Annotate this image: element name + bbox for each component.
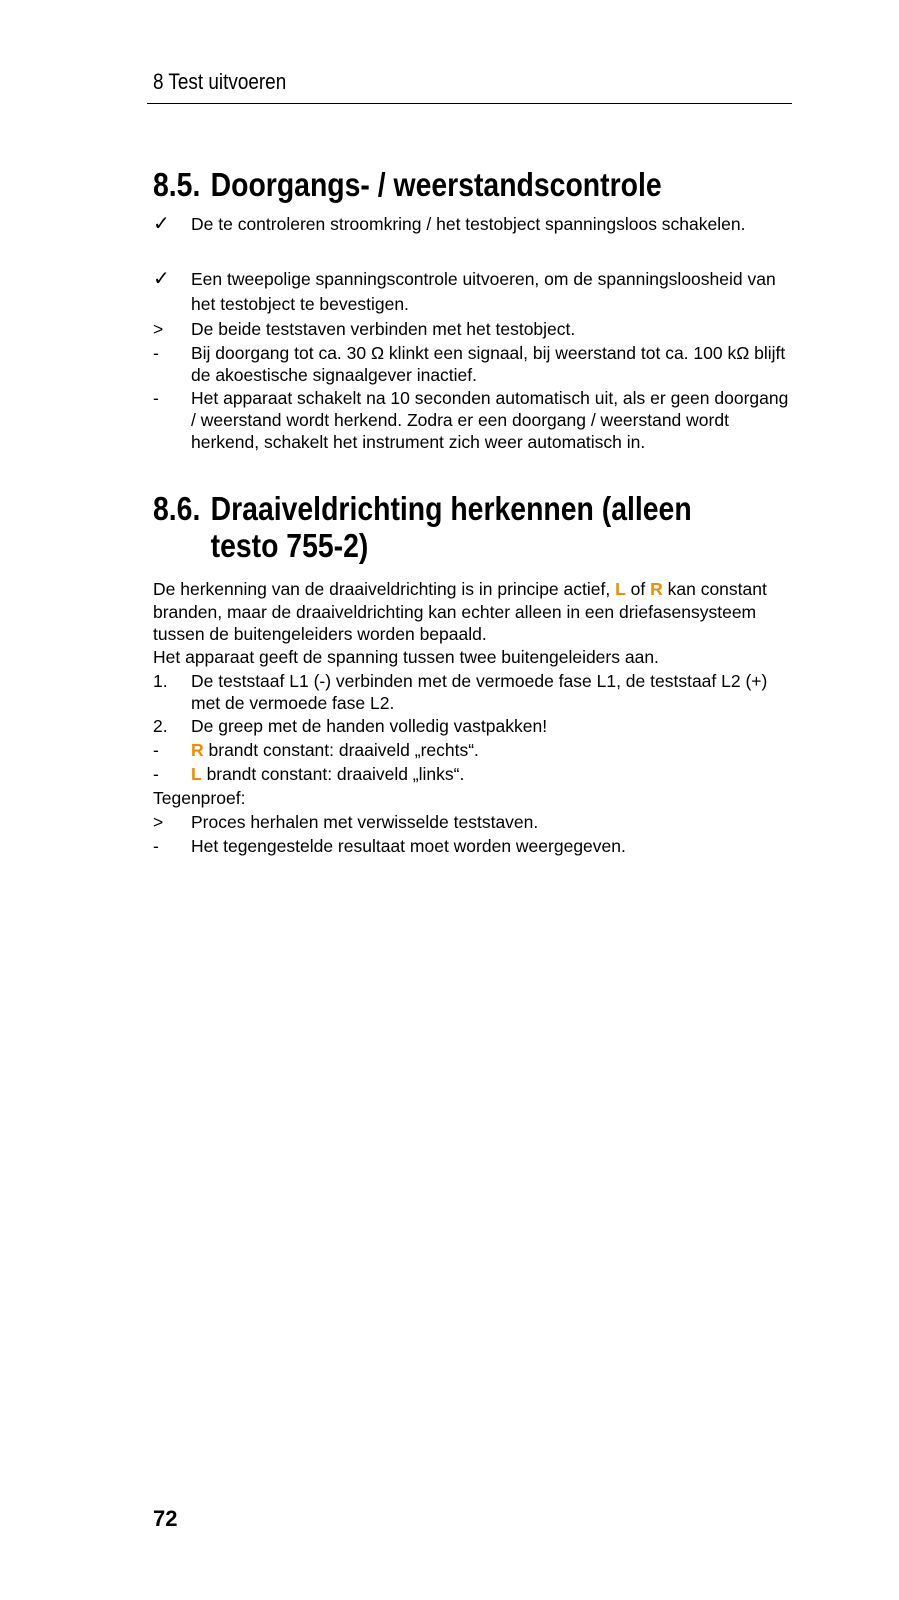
- action-item-text: De beide teststaven verbinden met het testobject.: [191, 319, 576, 339]
- step-text: De greep met de handen volledig vastpakken!: [191, 716, 548, 736]
- result-item-text: Het tegengestelde resultaat moet worden weergegeven.: [191, 836, 626, 856]
- page-number: 72: [153, 1506, 178, 1531]
- action-item: [153, 811, 793, 833]
- section-8-5-heading: [153, 166, 662, 203]
- step-number: 1.: [153, 671, 168, 691]
- result-item-content: [191, 739, 793, 761]
- result-item: [153, 342, 793, 386]
- action-item: [153, 318, 793, 340]
- checklist-item-text: De te controleren stroomkring / het testobject spanningsloos schakelen.: [191, 214, 746, 234]
- section-number: 8.5.: [153, 166, 201, 203]
- led-l-indicator: L: [191, 764, 202, 784]
- intro-text-2: kan constant branden, maar de draaiveldrichting kan echter alleen in een driefasensysteem tussen de buitengeleiders worden bepaald.: [153, 579, 767, 644]
- result-marker: -: [153, 343, 159, 363]
- intro-text-1: De herkenning van de draaiveldrichting is in principe actief,: [153, 579, 616, 599]
- section-title-line-2: testo 755-2): [210, 527, 369, 564]
- led-l-indicator: L: [615, 579, 626, 599]
- result-marker: -: [153, 836, 159, 856]
- action-marker: >: [153, 319, 164, 339]
- counter-check-label: Tegenproef:: [153, 788, 246, 808]
- section-title-line-1: Draaiveldrichting herkennen (alleen: [210, 490, 692, 527]
- action-item-text: Proces herhalen met verwisselde teststaven.: [191, 812, 539, 832]
- running-header-title: 8 Test uitvoeren: [153, 69, 287, 94]
- result-item: [153, 835, 793, 857]
- intro-text-of: of: [625, 579, 651, 599]
- led-r-indicator: R: [650, 579, 663, 599]
- led-r-indicator: R: [191, 740, 204, 760]
- section-number: 8.6.: [153, 490, 201, 527]
- result-item: [153, 387, 793, 453]
- running-header: [147, 67, 792, 104]
- result-item-content: [191, 763, 793, 785]
- checkmark-icon: ✓: [153, 268, 170, 290]
- section-8-6-heading: [153, 490, 692, 564]
- step-number: 2.: [153, 716, 168, 736]
- description-paragraph: Het apparaat geeft de spanning tussen twee buitengeleiders aan.: [153, 647, 659, 667]
- result-marker: -: [153, 764, 159, 784]
- intro-paragraph: [153, 578, 793, 646]
- section-title: Doorgangs- / weerstandscontrole: [210, 166, 662, 203]
- checklist-item: [153, 213, 793, 235]
- result-item-text: brandt constant: draaiveld „links“.: [201, 764, 465, 784]
- result-item-text: Het apparaat schakelt na 10 seconden automatisch uit, als er geen doorgang / weerstand wordt herkend. Zodra er een doorgang / weerstand wordt herkend, schakelt het instrument zich weer automatisch in.: [191, 388, 789, 452]
- step-text: De teststaaf L1 (-) verbinden met de vermoede fase L1, de teststaaf L2 (+) met de vermoede fase L2.: [191, 671, 768, 713]
- result-item-text: Bij doorgang tot ca. 30 Ω klinkt een signaal, bij weerstand tot ca. 100 kΩ blijft de akoestische signaalgever inactief.: [191, 343, 786, 385]
- result-item: [153, 763, 793, 785]
- checkmark-icon: ✓: [153, 213, 170, 235]
- result-marker: -: [153, 388, 159, 408]
- checklist-item: [153, 267, 793, 317]
- step-item: [153, 670, 793, 714]
- step-item: [153, 715, 793, 737]
- result-item: [153, 739, 793, 761]
- result-item-text: brandt constant: draaiveld „rechts“.: [203, 740, 479, 760]
- checklist-item-text: Een tweepolige spanningscontrole uitvoeren, om de spanningsloosheid van het testobject te bevestigen.: [191, 269, 776, 314]
- action-marker: >: [153, 812, 164, 832]
- result-marker: -: [153, 740, 159, 760]
